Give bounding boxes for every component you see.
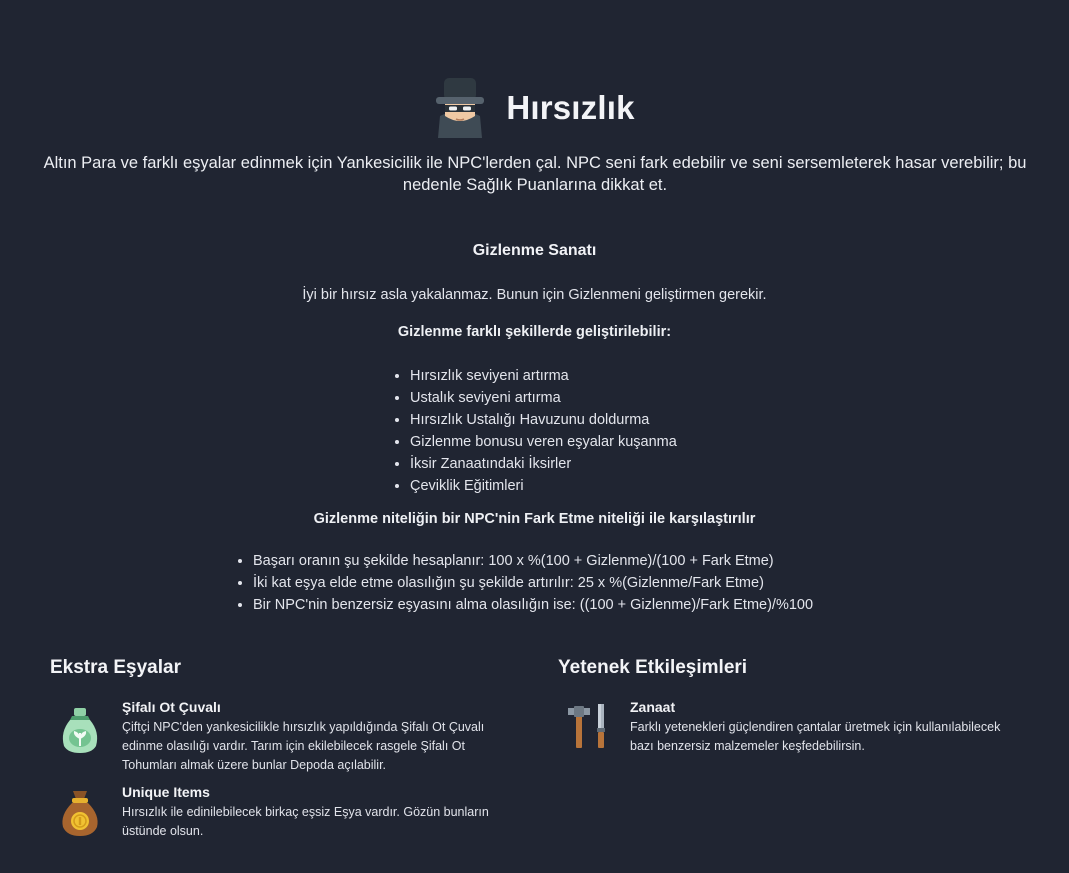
item-description: Hırsızlık ile edinilebilecek birkaç eşsiz Eşya vardır. Gözün bunların üstünde olsun.	[122, 805, 489, 838]
list-item: • Çeviklik Eğitimleri	[410, 475, 677, 497]
thief-icon	[434, 78, 486, 138]
stealth-paragraph: İyi bir hırsız asla yakalanmaz. Bunun için Gizlenmeni geliştirmen gerekir.	[302, 287, 767, 303]
page-header	[0, 78, 1069, 138]
list-item: • Başarı oranın şu şekilde hesaplanır: 100 x %(100 + Gizlenme)/(100 + Fark Etme)	[253, 550, 813, 572]
item-description: Farklı yetenekleri güçlendiren çantalar üretmek için kullanılabilecek bazı benzersiz malzemeler keşfedebilirsin.	[630, 720, 1001, 753]
compare-heading: Gizlenme niteliğin bir NPC'nin Fark Etme niteliği ile karşılaştırılır	[313, 511, 756, 527]
list-item: • Bir NPC'nin benzersiz eşyasını alma olasılığın ise: ((100 + Gizlenme)/Fark Etme)/%100	[253, 594, 813, 616]
intro-text: Altın Para ve farklı eşyalar edinmek için Yankesicilik ile NPC'lerden çal. NPC seni fark edebilir ve seni sersemleterek hasar verebilir; bu nedenle Sağlık Puanlarına dikkat et.	[43, 154, 1027, 194]
list-item: • Ustalık seviyeni artırma	[410, 387, 677, 409]
skills-title: Yetenek Etkileşimleri	[558, 657, 748, 678]
unique-items-item	[58, 783, 508, 841]
money-bag-icon	[58, 789, 102, 837]
stealth-title: Gizlenme Sanatı	[472, 242, 597, 259]
item-name: Zanaat	[630, 699, 676, 715]
crafting-interaction	[566, 698, 1026, 756]
crafting-tools-icon	[566, 702, 610, 750]
herb-sack-item	[58, 698, 508, 775]
item-name: Unique Items	[122, 784, 210, 800]
page-title: Hırsızlık	[506, 89, 635, 126]
list-item: • İki kat eşya elde etme olasılığın şu şekilde artırılır: 25 x %(Gizlenme/Fark Etme)	[253, 572, 813, 594]
herb-sack-icon	[58, 706, 102, 754]
item-name: Şifalı Ot Çuvalı	[122, 699, 221, 715]
list-item: • İksir Zanaatındaki İksirler	[410, 453, 677, 475]
list-item: • Hırsızlık seviyeni artırma	[410, 365, 677, 387]
list-item: • Gizlenme bonusu veren eşyalar kuşanma	[410, 431, 677, 453]
list-item: • Hırsızlık Ustalığı Havuzunu doldurma	[410, 409, 677, 431]
item-description: Çiftçi NPC'den yankesicilikle hırsızlık yapıldığında Şifalı Ot Çuvalı edinme olasılığı vardır. Tarım için ekilebilecek rasgele Şifalı Ot Tohumları almak üzere bunlar Depoda açılabilir.	[122, 720, 485, 772]
improve-list	[392, 365, 677, 497]
extras-title: Ekstra Eşyalar	[50, 657, 181, 678]
improve-heading: Gizlenme farklı şekillerde geliştirilebilir:	[397, 324, 672, 340]
formula-list	[235, 550, 813, 616]
